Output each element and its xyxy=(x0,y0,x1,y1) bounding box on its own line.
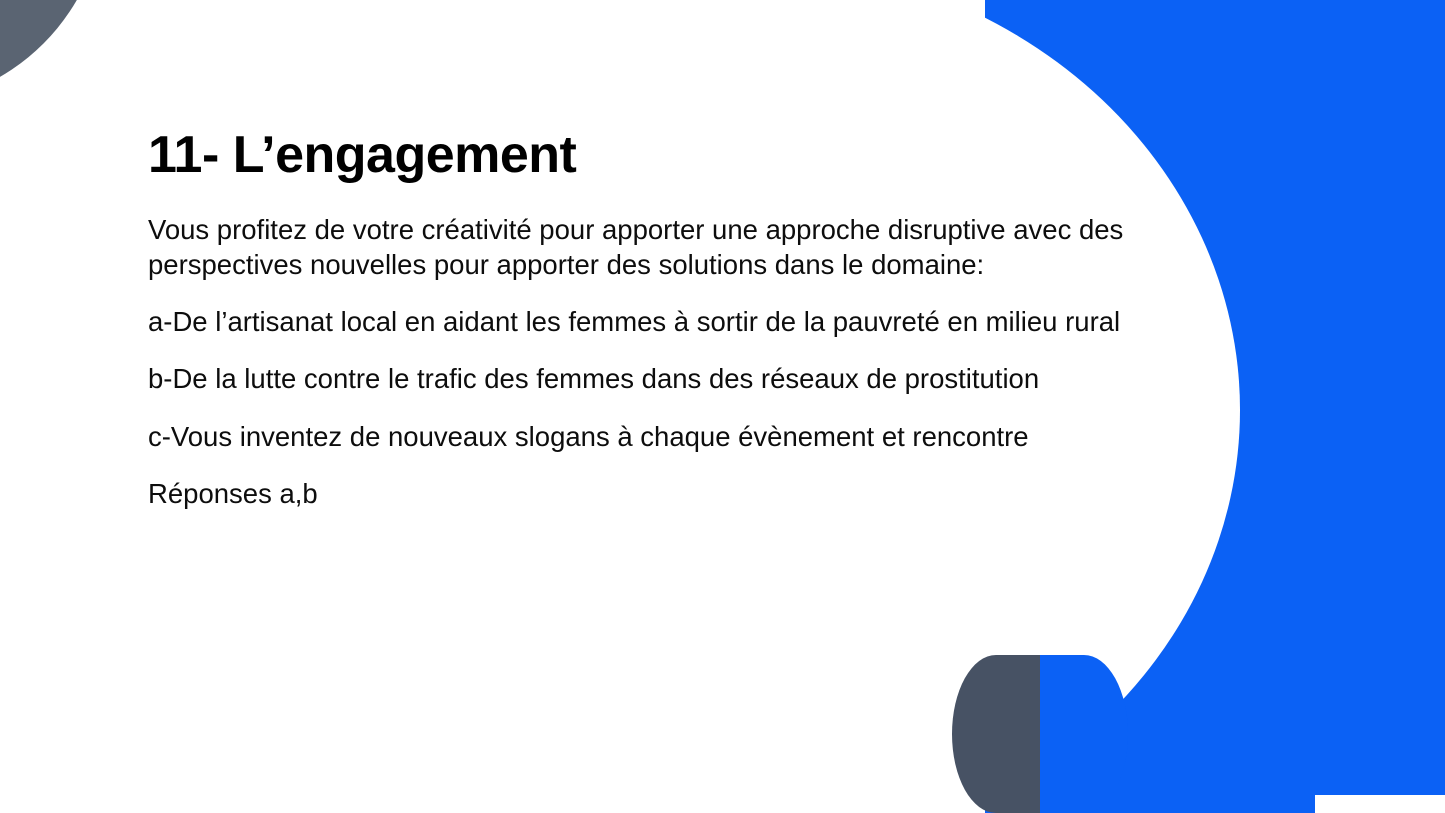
leaf-blue-petal-icon xyxy=(1040,655,1128,813)
paragraph-option-c: c-Vous inventez de nouveaux slogans à chaque évènement et rencontre xyxy=(148,420,1029,452)
paragraph-option-b: b-De la lutte contre le trafic des femmes dans des réseaux de prostitution xyxy=(148,363,1040,395)
paragraph-intro: Vous profitez de votre créativité pour apporter une approche disruptive avec des perspectives nouvelles pour apporter des solutions dans le domaine: xyxy=(148,213,1124,280)
page-title: 11- L’engagement xyxy=(148,126,577,184)
leaf-dark-petal-icon xyxy=(952,655,1040,813)
slide-content xyxy=(148,126,1283,511)
paragraph-option-a: a-De l’artisanat local en aidant les femmes à sortir de la pauvreté en milieu rural xyxy=(148,306,1121,338)
leaf-logo xyxy=(952,655,1142,813)
blue-band-bottom-notch xyxy=(1315,795,1445,813)
paragraph-answers: Réponses a,b xyxy=(148,477,318,509)
top-left-gray-corner-shape xyxy=(0,0,105,105)
